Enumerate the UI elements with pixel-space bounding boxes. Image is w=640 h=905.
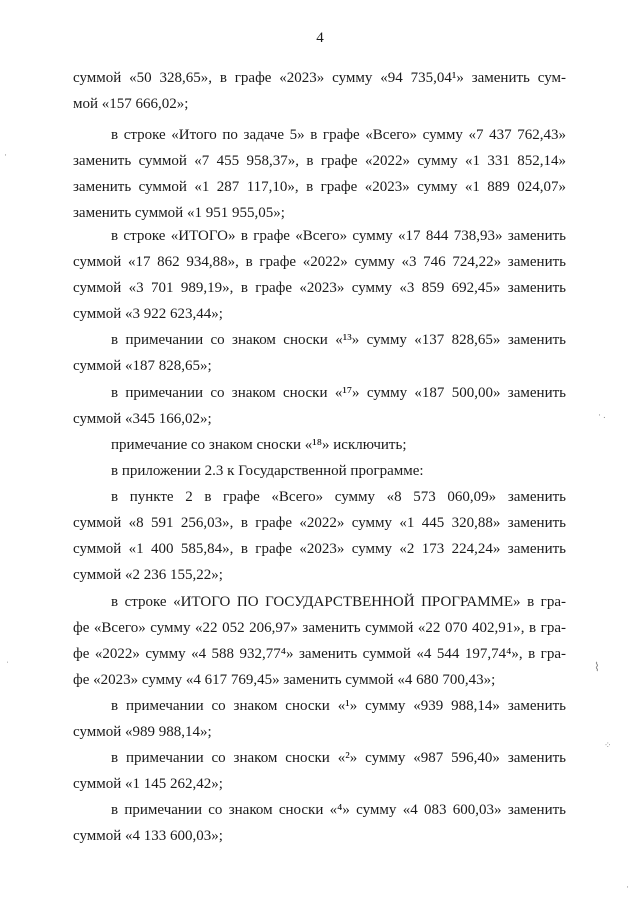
text-line: суммой «345 166,02»;: [73, 411, 212, 427]
text-line: в пункте 2 в графе «Всего» сумму «8 573 060,09» заменить: [111, 489, 566, 505]
text-line: суммой «17 862 934,88», в графе «2022» сумму «3 746 724,22» заменить: [73, 254, 566, 270]
text-line: заменить суммой «7 455 958,37», в графе «2022» сумму «1 331 852,14»: [73, 153, 566, 169]
scan-speck: ·: [626, 882, 629, 892]
text-line: заменить суммой «1 951 955,05»;: [73, 205, 285, 221]
text-line: в строке «Итого по задаче 5» в графе «Всего» сумму «7 437 762,43»: [111, 127, 566, 143]
text-line: суммой «8 591 256,03», в графе «2022» сумму «1 445 320,88» заменить: [73, 515, 566, 531]
text-line: в строке «ИТОГО» в графе «Всего» сумму «17 844 738,93» заменить: [111, 228, 566, 244]
text-line: заменить суммой «1 287 117,10», в графе «2023» сумму «1 889 024,07»: [73, 179, 566, 195]
text-line: в строке «ИТОГО ПО ГОСУДАРСТВЕННОЙ ПРОГРАММЕ» в гра-: [111, 594, 566, 610]
text-line: суммой «187 828,65»;: [73, 358, 212, 374]
text-line: в приложении 2.3 к Государственной программе:: [111, 463, 424, 479]
text-line: в примечании со знаком сноски «¹⁷» сумму «187 500,00» заменить: [111, 385, 566, 401]
text-line: фе «2023» сумму «4 617 769,45» заменить суммой «4 680 700,43»;: [73, 672, 496, 688]
text-line: суммой «1 400 585,84», в графе «2023» сумму «2 173 224,24» заменить: [73, 541, 566, 557]
text-line: фе «2022» сумму «4 588 932,77⁴» заменить суммой «4 544 197,74⁴», в гра-: [73, 646, 566, 662]
text-line: в примечании со знаком сноски «⁴» сумму «4 083 600,03» заменить: [111, 802, 566, 818]
scan-speck: · .: [598, 410, 606, 420]
margin-scribble: ⌇: [594, 660, 600, 674]
text-line: суммой «2 236 155,22»;: [73, 567, 223, 583]
text-line: суммой «50 328,65», в графе «2023» сумму «94 735,04¹» заменить сум-: [73, 70, 566, 86]
text-line: в примечании со знаком сноски «²» сумму «987 596,40» заменить: [111, 750, 566, 766]
text-line: суммой «1 145 262,42»;: [73, 776, 223, 792]
text-line: суммой «4 133 600,03»;: [73, 828, 223, 844]
text-line: в примечании со знаком сноски «¹³» сумму «137 828,65» заменить: [111, 332, 566, 348]
scan-speck: ˈ: [6, 660, 9, 670]
scan-speck: ·: [4, 150, 7, 160]
text-line: мой «157 666,02»;: [73, 96, 189, 112]
text-line: фе «Всего» сумму «22 052 206,97» заменить суммой «22 070 402,91», в гра-: [73, 620, 566, 636]
text-line: суммой «3 922 623,44»;: [73, 306, 223, 322]
scan-speck: ⁘: [604, 740, 612, 750]
text-line: в примечании со знаком сноски «¹» сумму «939 988,14» заменить: [111, 698, 566, 714]
text-line: суммой «989 988,14»;: [73, 724, 212, 740]
page-number: 4: [316, 30, 324, 46]
text-line: суммой «3 701 989,19», в графе «2023» сумму «3 859 692,45» заменить: [73, 280, 566, 296]
text-line: примечание со знаком сноски «¹⁸» исключить;: [111, 437, 407, 453]
